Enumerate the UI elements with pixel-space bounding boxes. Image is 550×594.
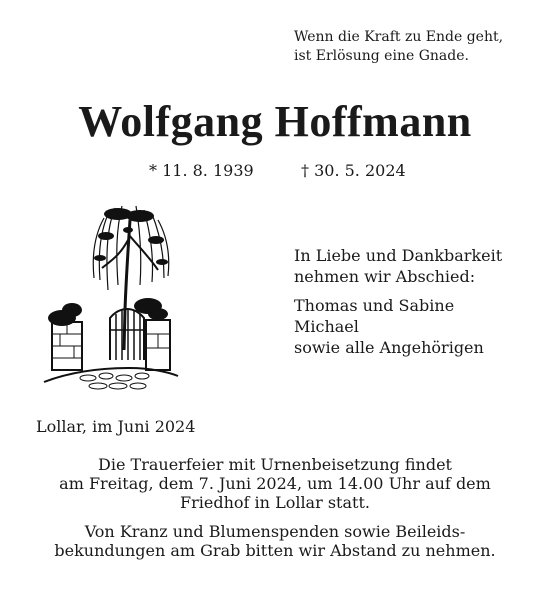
mourner-line-1: Thomas und Sabine	[294, 296, 455, 315]
mourner-line-3: sowie alle Angehörigen	[294, 338, 484, 357]
spacer	[294, 287, 534, 295]
death-date: † 30. 5. 2024	[301, 161, 406, 180]
flowers-notice-line-1: Von Kranz und Blumenspenden sowie Beileids-	[84, 522, 466, 541]
funeral-notice	[0, 455, 550, 512]
funeral-notice-line-3: Friedhof in Lollar statt.	[180, 493, 370, 512]
flowers-notice-line-2: bekundungen am Grab bitten wir Abstand zu nehmen.	[54, 541, 496, 560]
quote-line-2: ist Erlösung eine Gnade.	[294, 48, 469, 64]
funeral-notice-line-2: am Freitag, dem 7. Juni 2024, um 14.00 Uhr auf dem	[59, 474, 491, 493]
farewell-line-1: In Liebe und Dankbarkeit	[294, 246, 503, 265]
farewell-line-2: nehmen wir Abschied:	[294, 267, 476, 286]
mourner-line-2: Michael	[294, 317, 359, 336]
garden-gate-birch-tree-icon	[40, 200, 180, 392]
quote-line-1: Wenn die Kraft zu Ende geht,	[294, 29, 504, 45]
birth-date: * 11. 8. 1939	[149, 161, 254, 180]
funeral-notice-line-1: Die Trauerfeier mit Urnenbeisetzung findet	[98, 455, 452, 474]
quote	[294, 28, 534, 66]
place-date: Lollar, im Juni 2024	[36, 417, 196, 436]
garden-gate-illustration	[40, 200, 180, 392]
deceased-name: Wolfgang Hoffmann	[78, 97, 472, 146]
mourners-block	[294, 245, 534, 358]
flowers-notice	[0, 522, 550, 560]
